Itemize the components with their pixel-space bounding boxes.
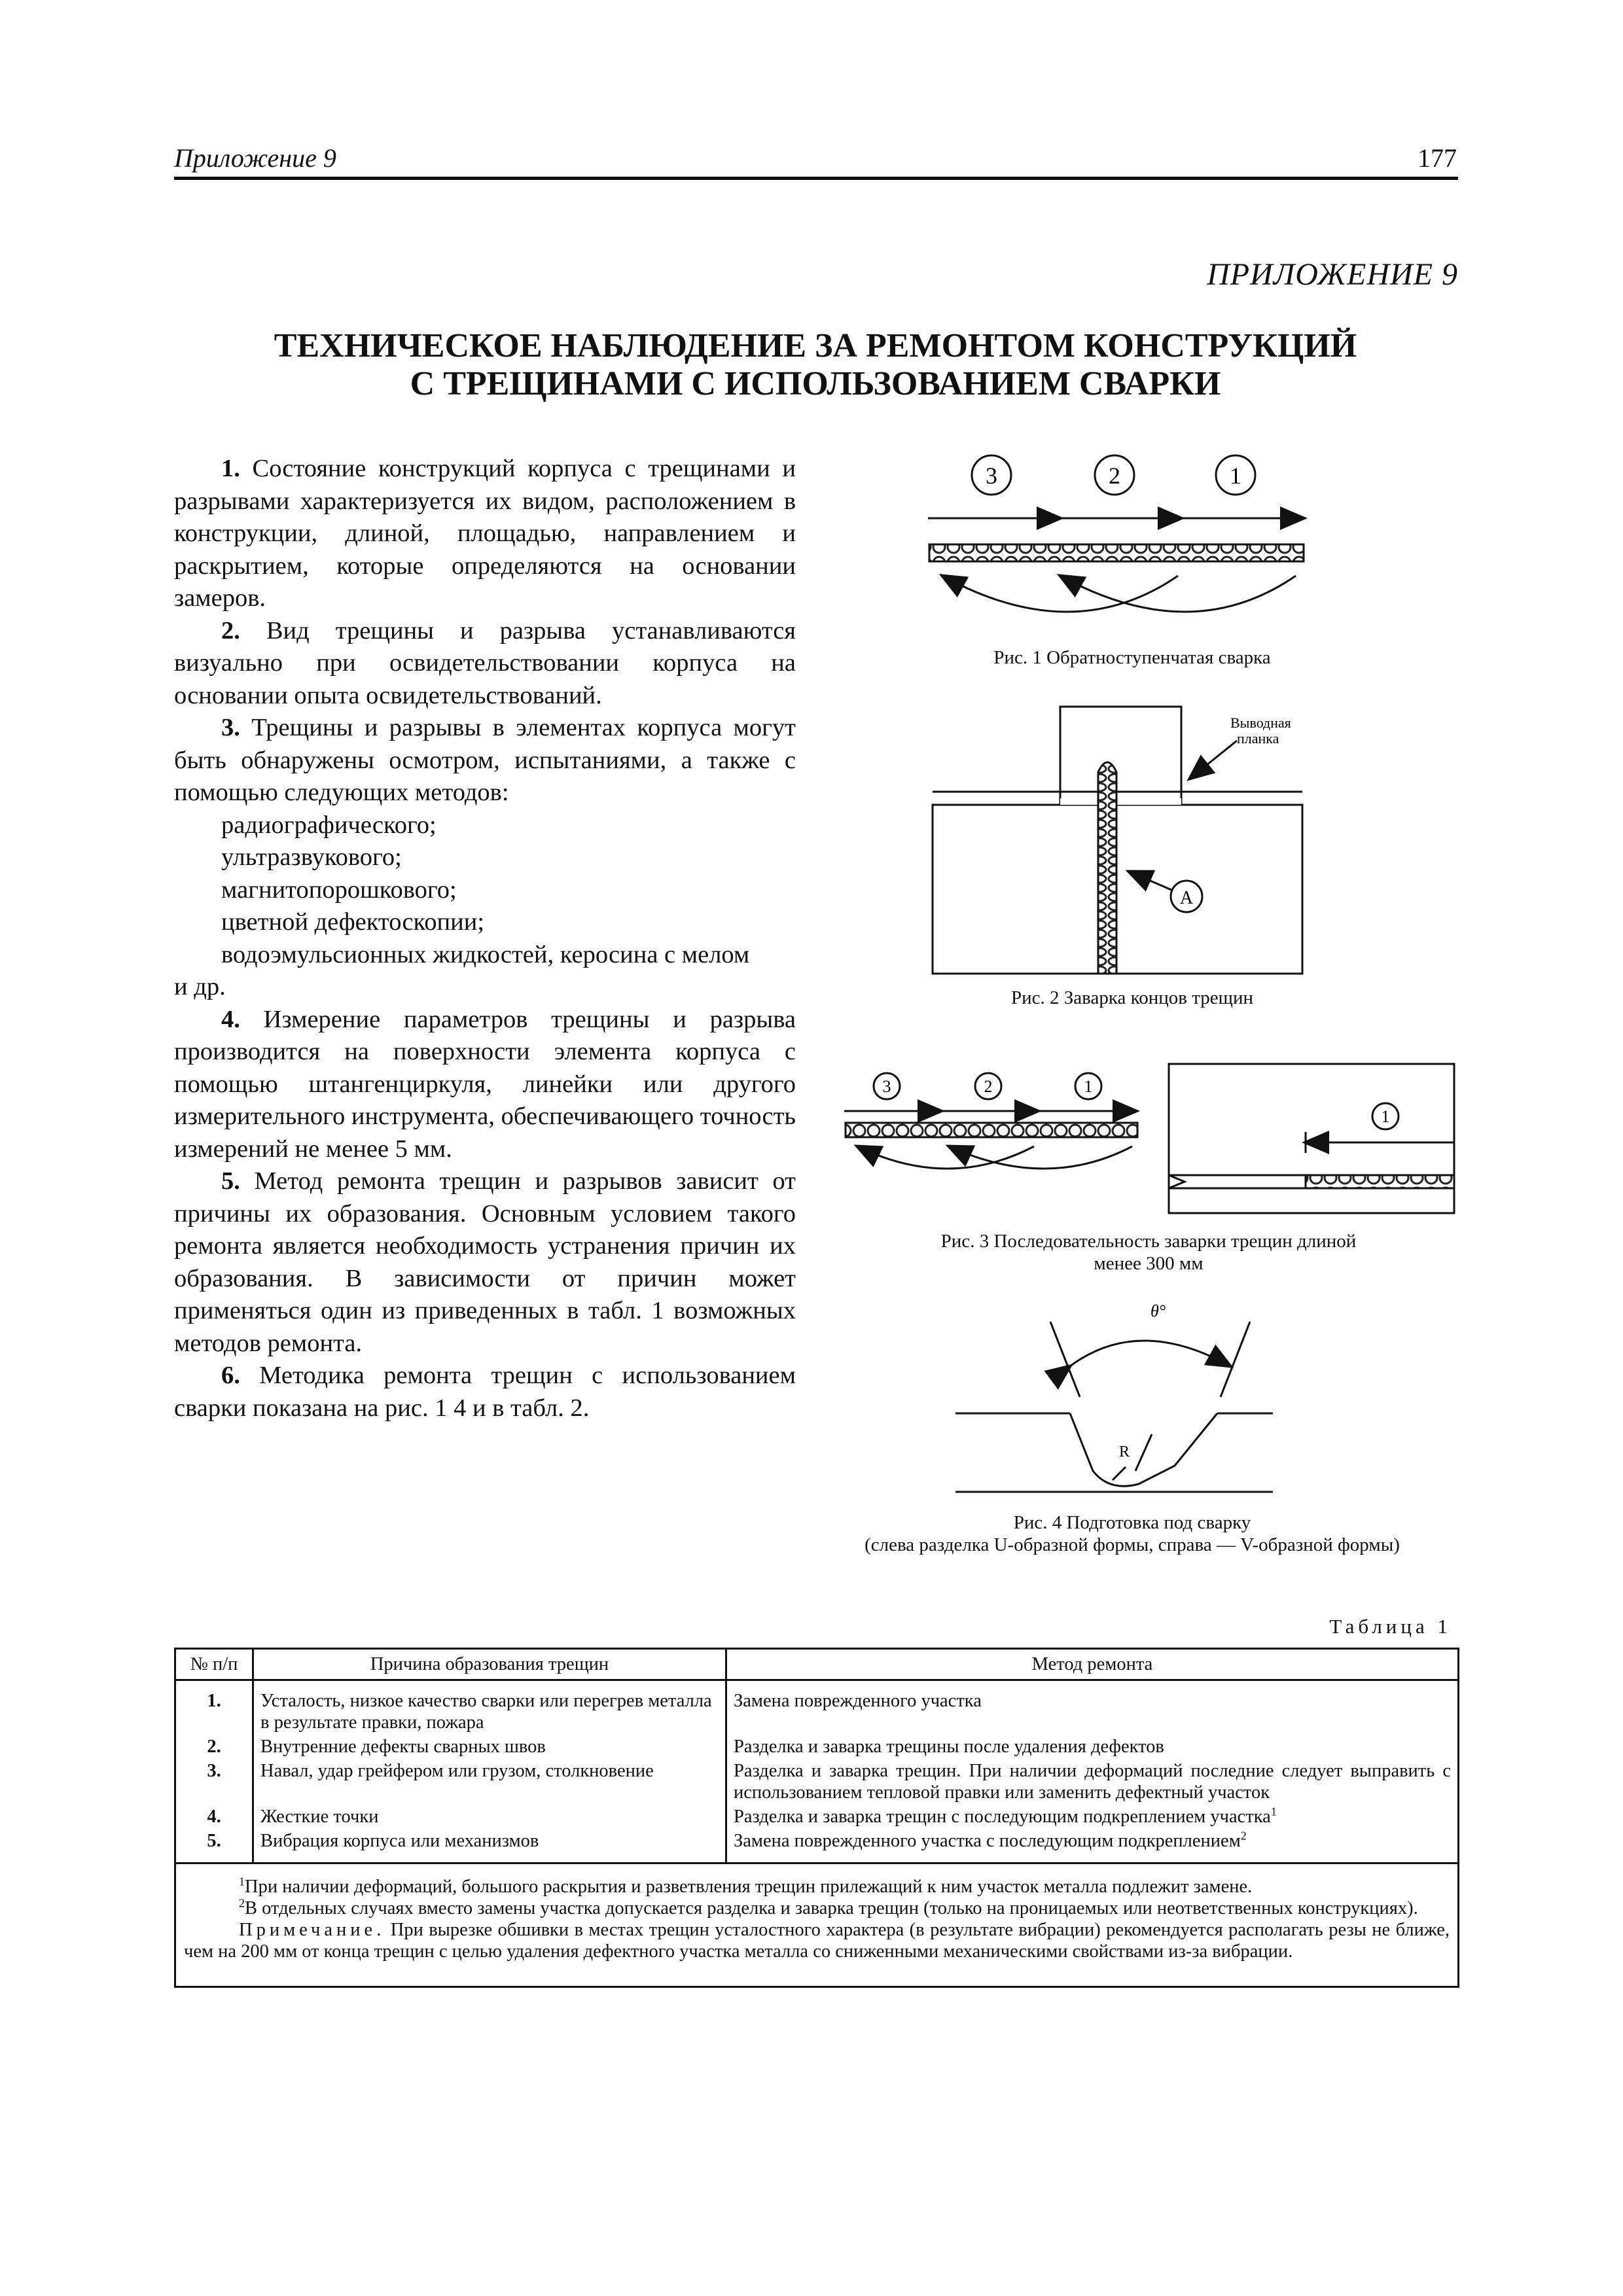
seq-mark-1: 1 <box>1230 463 1241 489</box>
paragraph-6 <box>174 1360 796 1424</box>
paragraph-1 <box>174 453 796 615</box>
angle-label: θ° <box>1150 1301 1166 1320</box>
caption-line: Рис. 3 Последовательность заварки трещин длиной <box>940 1231 1357 1252</box>
repair-methods-table <box>174 1648 1459 1988</box>
paragraph-number: 5. <box>221 1167 240 1195</box>
row-num: 5. <box>175 1829 253 1863</box>
row-num: 3. <box>175 1759 253 1805</box>
row-num: 4. <box>175 1805 253 1829</box>
header-method: Метод ремонта <box>726 1649 1459 1680</box>
paragraph-5 <box>174 1165 796 1360</box>
method-item: магнитопорошкового; <box>221 875 457 904</box>
table-row <box>175 1735 1459 1759</box>
header-rule <box>174 177 1458 180</box>
title-line-1: ТЕХНИЧЕСКОЕ НАБЛЮДЕНИЕ ЗА РЕМОНТОМ КОНСТРУКЦИЙ <box>274 327 1357 364</box>
running-header <box>174 143 1457 182</box>
paragraph-4 <box>174 1004 796 1166</box>
paragraph-2 <box>174 615 796 713</box>
footnote-text: При наличии деформаций, большого раскрытия и разветвления трещин прилежащий к ним участок металла подлежит замене. <box>245 1877 1253 1897</box>
figure-3-sequence <box>838 1060 1152 1191</box>
seq-mark-1: 1 <box>1381 1107 1390 1126</box>
seq-mark-3: 3 <box>986 463 997 489</box>
row-method: Разделка и заварка трещины после удаления дефектов <box>726 1735 1459 1759</box>
table-notes <box>175 1863 1459 1987</box>
paragraph-3 <box>174 712 796 809</box>
groove-profile <box>1070 1413 1217 1486</box>
page-number: 177 <box>1418 143 1457 173</box>
row-num: 1. <box>175 1680 253 1735</box>
figure-4-caption <box>805 1511 1459 1556</box>
plate-pointer <box>1190 741 1237 779</box>
weld-seam <box>1306 1175 1454 1188</box>
figure-2-caption: Рис. 2 Заварка концов трещин <box>1011 987 1253 1008</box>
method-text: Разделка и заварка трещин с последующим подкреплением участка <box>734 1807 1271 1827</box>
note-text: При вырезке обшивки в местах трещин усталостного характера (в результате вибрации) рекомендуется располагать резы не ближе, чем на 200 мм от конца трещин с целью удаления дефектного участка металла со сниженными механическими свойствами из-за вибрации. <box>184 1920 1450 1962</box>
figure-2-crack-end-welding <box>903 700 1361 975</box>
table-note <box>184 1919 1450 1962</box>
paragraph-number: 2. <box>221 616 240 645</box>
sequence-marks <box>972 455 1255 495</box>
footnote-2 <box>184 1898 1450 1919</box>
running-title: Приложение 9 <box>174 143 336 173</box>
caption-line: (слева разделка U-образной формы, справа — V-образной формы) <box>865 1534 1400 1555</box>
table-header-row <box>175 1649 1459 1680</box>
weld-seam <box>846 1123 1137 1137</box>
caption-line: Рис. 4 Подготовка под сварку <box>1013 1512 1251 1533</box>
table-notes-row <box>175 1863 1459 1987</box>
plate-label-1: Выводная <box>1230 715 1291 731</box>
method-item: ультразвукового; <box>221 843 402 871</box>
paragraph-text: Измерение параметров трещины и разрыва производится на поверхности элемента корпуса с помощью штангенциркуля, линейки или другого измерительного инструмента, обеспечивающего точность измерений не менее 5 мм. <box>174 1005 796 1163</box>
figure-3-edge-weld <box>1165 1060 1459 1217</box>
header-cause: Причина образования трещин <box>253 1649 726 1680</box>
row-method: Замена поврежденного участка <box>726 1680 1459 1735</box>
footnote-mark: 2 <box>239 1896 245 1910</box>
table-row <box>175 1680 1459 1735</box>
title-line-2: С ТРЕЩИНАМИ С ИСПОЛЬЗОВАНИЕМ СВАРКИ <box>410 365 1221 402</box>
paragraph-number: 1. <box>221 455 240 482</box>
method-tail: и др. <box>174 973 226 1000</box>
appendix-label: ПРИЛОЖЕНИЕ 9 <box>1207 257 1458 292</box>
mark-a: A <box>1179 888 1194 908</box>
table-label: Таблица 1 <box>1329 1615 1452 1638</box>
method-item: водоэмульсионных жидкостей, керосина с мелом <box>221 940 750 968</box>
page-title <box>174 327 1457 403</box>
paragraph-text: Состояние конструкций корпуса с трещинами и разрывами характеризуется их видом, расположением в конструкции, длиной, площадью, направлением и раскрытием, которые определяются на основании замеров. <box>174 455 796 612</box>
row-cause: Вибрация корпуса или механизмов <box>253 1829 726 1863</box>
figure-3-caption <box>838 1230 1459 1275</box>
figure-1-backstep-welding <box>903 445 1322 654</box>
seq-mark-2: 2 <box>1109 463 1120 489</box>
paragraph-number: 6. <box>221 1362 240 1389</box>
seq-mark-3: 3 <box>882 1077 891 1096</box>
figure-4-weld-preparation <box>942 1296 1283 1531</box>
row-cause: Внутренние дефекты сварных швов <box>253 1735 726 1759</box>
row-cause: Жесткие точки <box>253 1805 726 1829</box>
paragraph-text: Методика ремонта трещин с использованием сварки показана на рис. 1 4 и в табл. 2. <box>174 1362 796 1422</box>
note-label: Примечание. <box>239 1920 385 1940</box>
plate-label-2: планка <box>1237 730 1279 747</box>
footnote-text: В отдельных случаях вместо замены участка допускается разделка и заварка трещин (только на проницаемых или неответственных конструкциях). <box>245 1898 1418 1918</box>
seq-mark-2: 2 <box>984 1077 993 1096</box>
paragraph-text: Метод ремонта трещин и разрывов зависит от причины их образования. Основным условием такого ремонта является необходимость устранения причин их образования. В зависимости от причин может применяться один из приведенных в табл. 1 возможных методов ремонта. <box>174 1167 796 1357</box>
paragraph-text: Трещины и разрывы в элементах корпуса могут быть обнаружены осмотром, испытаниями, а также с помощью следующих методов: <box>174 714 796 806</box>
crack-weld <box>1098 762 1116 974</box>
header-num: № п/п <box>175 1649 253 1680</box>
body-text <box>174 453 796 1424</box>
table-row <box>175 1759 1459 1805</box>
footnote-mark: 1 <box>239 1875 245 1888</box>
row-method <box>726 1829 1459 1863</box>
weld-seam <box>929 544 1304 561</box>
caption-line: менее 300 мм <box>1094 1253 1204 1274</box>
footnote-1 <box>184 1876 1450 1898</box>
figure-1-caption: Рис. 1 Обратноступенчатая сварка <box>993 647 1271 668</box>
row-method: Разделка и заварка трещин. При наличии деформаций последние следует выправить с использованием тепловой правки или заменить дефектный участок <box>726 1759 1459 1805</box>
row-cause: Усталость, низкое качество сварки или перегрев металла в результате правки, пожара <box>253 1680 726 1735</box>
row-num: 2. <box>175 1735 253 1759</box>
paragraph-number: 3. <box>221 714 240 741</box>
radius-label: R <box>1119 1443 1130 1460</box>
method-text: Замена поврежденного участка с последующим подкреплением <box>734 1831 1241 1851</box>
run-off-plate <box>1060 707 1181 805</box>
row-method <box>726 1805 1459 1829</box>
seq-mark-1: 1 <box>1084 1077 1093 1096</box>
paragraph-number: 4. <box>221 1005 240 1033</box>
method-item: цветной дефектоскопии; <box>221 908 485 936</box>
method-item: радиографического; <box>221 811 437 839</box>
footnote-ref: 2 <box>1240 1829 1247 1843</box>
return-arcs <box>942 576 1296 612</box>
footnote-ref: 1 <box>1270 1805 1277 1818</box>
table-row <box>175 1829 1459 1863</box>
row-cause: Навал, удар грейфером или грузом, столкновение <box>253 1759 726 1805</box>
table-row <box>175 1805 1459 1829</box>
paragraph-text: Вид трещины и разрыва устанавливаются визуально при освидетельствовании корпуса на основании опыта освидетельствований. <box>174 616 796 709</box>
